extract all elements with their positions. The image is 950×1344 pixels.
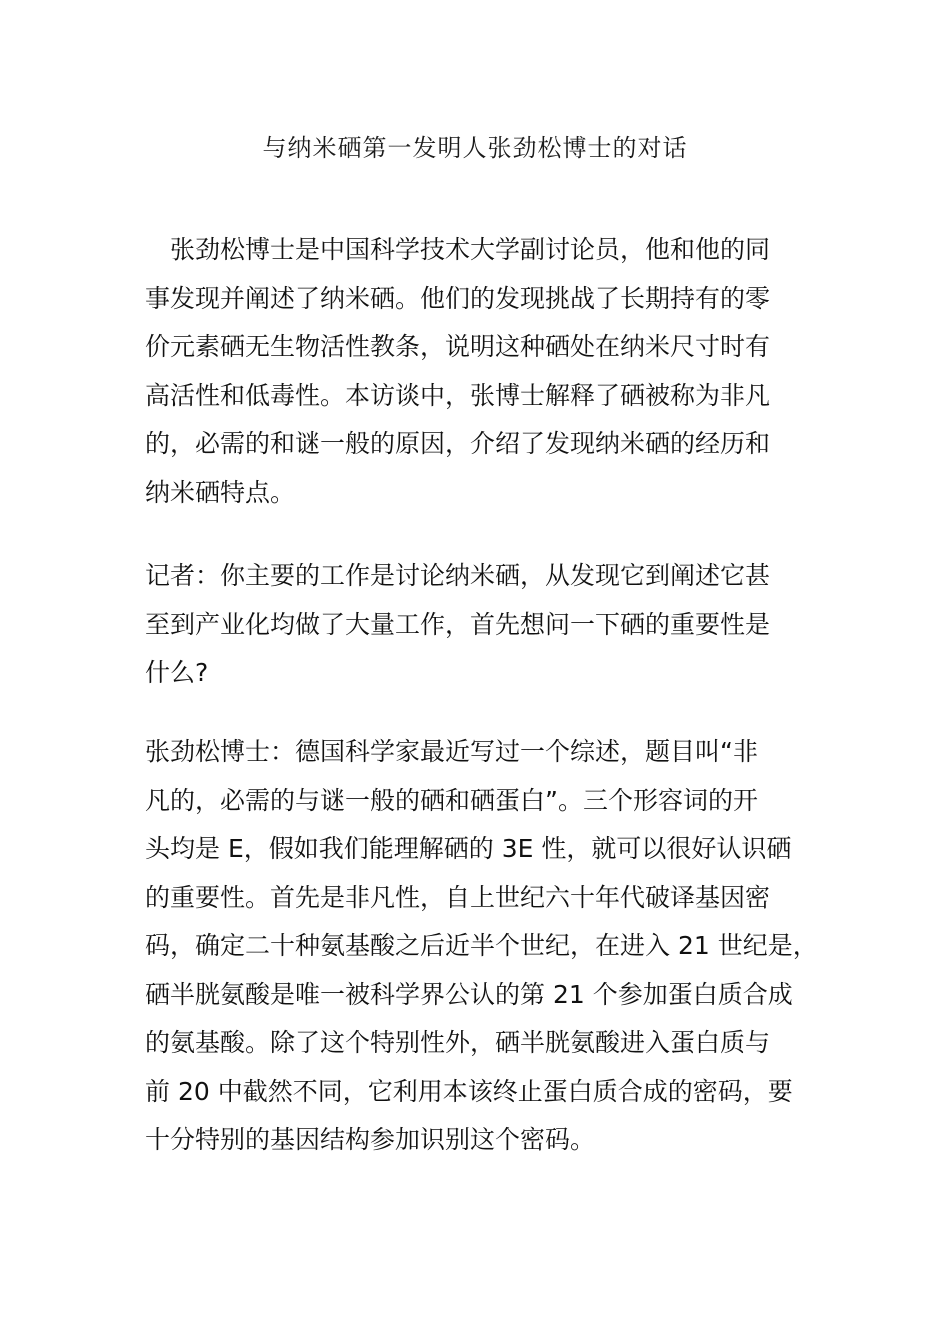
paragraph-doctor-answer [145, 728, 818, 1165]
paragraph-line: 凡的，必需的与谜一般的硒和硒蛋白”。三个形容词的开 [145, 785, 758, 815]
paragraph-line: 记者：你主要的工作是讨论纳米硒，从发现它到阐述它甚 [145, 561, 771, 590]
paragraph-line: 高活性和低毒性。本访谈中，张博士解释了硒被称为非凡 [145, 380, 771, 410]
paragraph-line: 什么? [145, 658, 209, 687]
paragraph-line: 的氨基酸。除了这个特别性外，硒半胱氨酸进入蛋白质与 [145, 1028, 771, 1057]
paragraph-line: 张劲松博士：德国科学家最近写过一个综述，题目叫“非 [145, 737, 758, 766]
paragraph-line: 前 20 中截然不同，它利用本该终止蛋白质合成的密码，要 [145, 1076, 793, 1106]
paragraph-line: 硒半胱氨酸是唯一被科学界公认的第 21 个参加蛋白质合成 [145, 979, 793, 1009]
paragraph-line: 价元素硒无生物活性教条，说明这种硒处在纳米尺寸时有 [145, 332, 771, 361]
paragraph-intro [145, 226, 810, 517]
paragraph-line: 的，必需的和谜一般的原因，介绍了发现纳米硒的经历和 [145, 429, 771, 458]
paragraph-line: 的重要性。首先是非凡性，自上世纪六十年代破译基因密 [145, 882, 771, 912]
paragraph-line: 十分特别的基因结构参加识别这个密码。 [145, 1125, 596, 1154]
paragraph-line: 至到产业化均做了大量工作，首先想问一下硒的重要性是 [145, 609, 771, 639]
paragraph-line: 张劲松博士是中国科学技术大学副讨论员，他和他的同 [145, 235, 771, 264]
paragraph-line: 事发现并阐述了纳米硒。他们的发现挑战了长期持有的零 [145, 283, 771, 313]
paragraph-reporter-question [145, 552, 810, 698]
paragraph-line: 码，确定二十种氨基酸之后近半个世纪，在进入 21 世纪是， [145, 931, 818, 960]
paragraph-line: 纳米硒特点。 [145, 477, 296, 507]
paragraph-line: 头均是 E，假如我们能理解硒的 3E 性，就可以很好认识硒 [145, 834, 792, 863]
document-title: 与纳米硒第一发明人张劲松博士的对话 [262, 134, 688, 162]
